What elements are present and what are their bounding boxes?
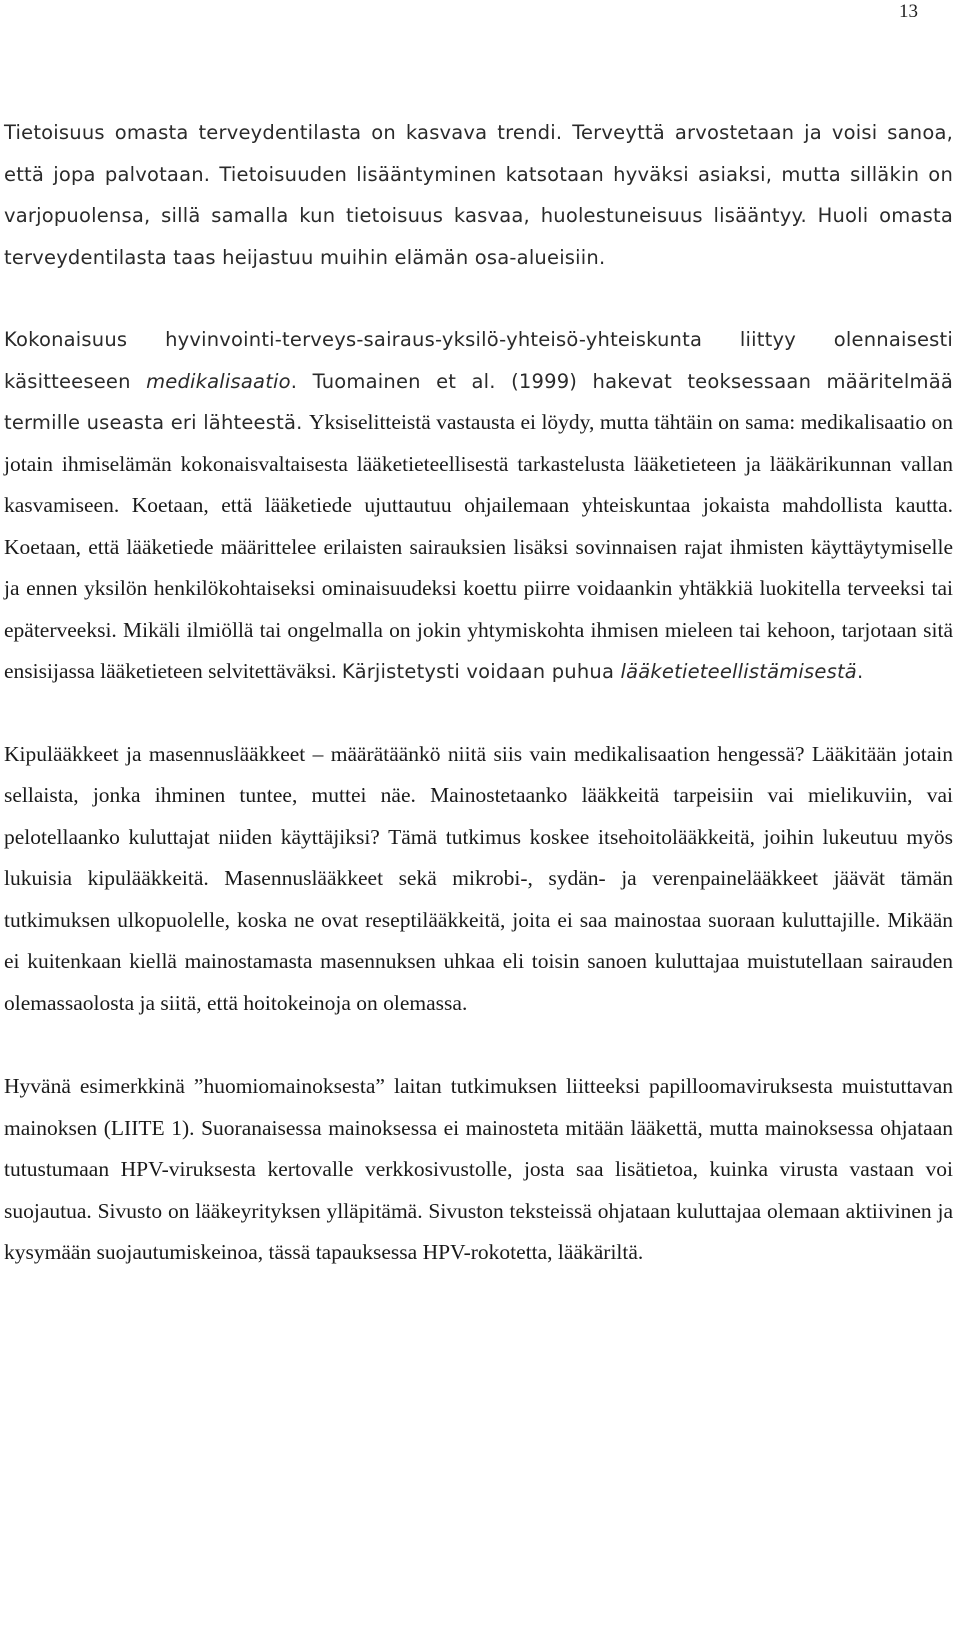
paragraph-text: Kipulääkkeet ja masennuslääkkeet – määrätäänkö niitä siis vain medikalisaation hengessä? Lääkitään jotain sellaista, jonka ihminen tuntee, muttei näe. Mainostetaanko lääkkeitä tarpeisiin vai mielikuviin, vai pelotellaanko kuluttajat niiden käyttäjiksi? Tämä tutkimus koskee itsehoitolääkkeitä, joihin lukeutuu myös lukuisia kipulääkkeitä. Masennuslääkkeet sekä mikrobi-, sydän- ja verenpainelääkkeet jäävät tämän tutkimuksen ulkopuolelle, koska ne ovat reseptilääkkeitä, joita ei saa mainostaa suoraan kuluttajille. Mikään ei kuitenkaan kiellä mainostamasta masennuksen uhkaa eli toisin sanoen kuluttajaa muistutellaan sairauden olemassaolosta ja siitä, että hoitokeinoja on olemassa. (4, 741, 953, 1015)
paragraph-spacer (0, 278, 953, 319)
paragraph-hpv-example (0, 1066, 953, 1274)
paragraph-text: Hyvänä esimerkkinä ”huomiomainoksesta” laitan tutkimuksen liitteeksi papilloomaviruksesta muistuttavan mainoksen (LIITE 1). Suoranaisessa mainoksessa ei mainosteta mitään lääkettä, mutta mainoksessa ohjataan tutustumaan HPV-viruksesta kertovalle verkkosivustolle, josta saa lisätietoa, kuinka virusta vastaan voi suojautua. Sivusto on lääkeyrityksen ylläpitämä. Sivuston teksteissä ohjataan kuluttajaa olemaan aktiivinen ja kysymään suojautumiskeinoa, tässä tapauksessa HPV-rokotetta, lääkäriltä. (4, 1074, 953, 1264)
paragraph-text: Kokonaisuus hyvinvointi-terveys-sairaus-yksilö-yhteisö-yhteiskunta liittyy olennaisesti käsitteeseen (4, 328, 953, 393)
paragraph-spacer (0, 1024, 953, 1066)
paragraph-text: Tietoisuus omasta terveydentilasta on kasvava trendi. Terveyttä arvostetaan ja voisi sanoa, että jopa palvotaan. Tietoisuuden lisääntyminen katsotaan hyväksi asiaksi, mutta silläkin on varjopuolensa, sillä samalla kun tietoisuus kasvaa, huolestuneisuus lisääntyy. Huoli omasta terveydentilasta taas heijastuu muihin elämän osa-alueisiin. (4, 121, 953, 269)
paragraph-health-awareness (0, 112, 953, 278)
emphasized-term-medikalisaatio: medikalisaatio (146, 369, 291, 393)
emphasized-term-laaketieteellistaminen: lääketieteellistämisestä (620, 660, 857, 683)
paragraph-spacer (0, 693, 953, 734)
page-number: 13 (899, 1, 918, 22)
paragraph-medicalization (0, 319, 953, 693)
paragraph-text: Kärjistetysti voidaan puhua (341, 660, 621, 683)
paragraph-painkillers (0, 734, 953, 1025)
paragraph-text: Yksiselitteistä vastausta ei löydy, mutta tähtäin on sama: medikalisaatio on jotain ihmiselämän kokonaisvaltaisesta lääketieteellisestä tarkastelusta lääketieteen ja lääkärikunnan vallan kasvamiseen. Koetaan, että lääketiede ujuttautuu ohjailemaan yhteiskuntaa jokaista mahdollista kautta. Koetaan, että lääketiede määrittelee erilaisten sairauksien lisäksi sovinnaisen rajat ihmisten käyttäytymiselle ja ennen yksilön henkilökohtaiseksi ominaisuudeksi koettu piirre voidaankin yhtäkkiä luokitella terveeksi tai epäterveeksi. Mikäli ilmiöllä tai ongelmalla on jokin yhtymiskohta ihmisen mieleen tai kehoon, tarjotaan sitä ensisijassa lääketieteen selvitettäväksi. (4, 410, 954, 683)
paragraph-text: . (856, 660, 864, 683)
document-body (0, 112, 953, 1274)
paragraph-text: . Tuomainen et al. (1999) hakevat teoksessaan määritelmää termille useasta eri lähteestä. (4, 369, 954, 434)
